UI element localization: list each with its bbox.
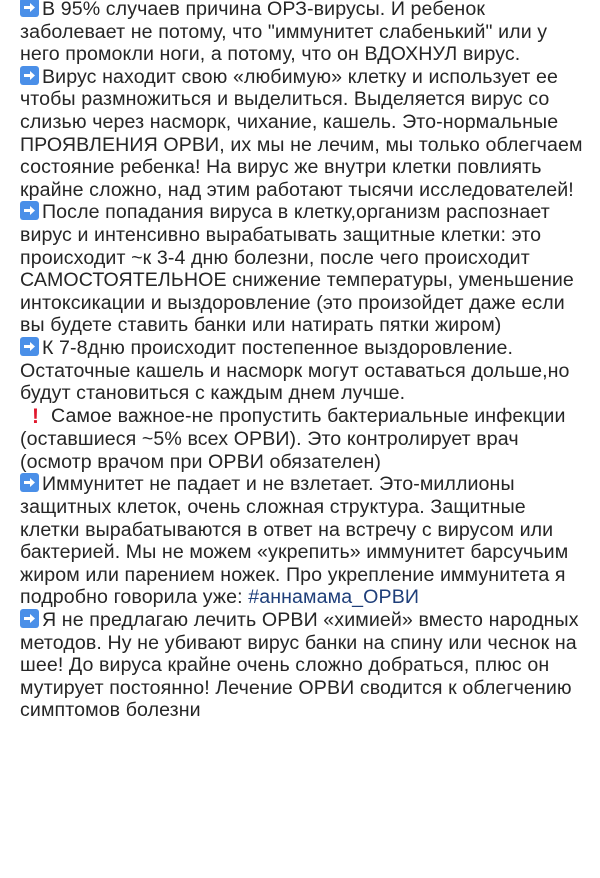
paragraph-4	[20, 337, 586, 405]
paragraph-5	[20, 405, 586, 474]
paragraph-3	[20, 201, 586, 337]
paragraph-6	[20, 473, 586, 609]
paragraph-text: Самое важное-не пропустить бактериальные инфекции (оставшиеся ~5% всех ОРВИ). Это контролирует врач (осмотр врачом при ОРВИ обязателен)	[20, 404, 566, 473]
paragraph-2	[20, 66, 586, 202]
exclamation-icon: !	[31, 404, 40, 428]
right-arrow-icon	[20, 0, 39, 17]
paragraph-7	[20, 609, 586, 722]
right-arrow-icon	[20, 201, 39, 220]
paragraph-text: К 7-8дню происходит постепенное выздоровление. Остаточные кашель и насморк могут оставаться дольше,но будут становиться с каждым днем лучше.	[20, 336, 570, 405]
right-arrow-icon	[20, 473, 39, 492]
paragraph-text: Я не предлагаю лечить ОРВИ «химией» вместо народных методов. Ну не убивают вирус банки на спину или чеснок на шее! До вируса крайне очень сложно добраться, плюс он мутирует постоянно! Лечение ОРВИ сводится к облегчению симптомов болезни	[20, 609, 579, 722]
paragraph-text: В 95% случаев причина ОРЗ-вирусы. И ребенок заболевает не потому, что "иммунитет слабенький" или у него промокли ноги, а потому, что он ВДОХНУЛ вирус.	[20, 0, 548, 66]
right-arrow-icon	[20, 609, 39, 628]
right-arrow-icon	[20, 337, 39, 356]
paragraph-text: Вирус находит свою «любимую» клетку и использует ее чтобы размножиться и выделиться. Выделяется вирус со слизью через насморк, чихание, кашель. Это-нормальные ПРОЯВЛЕНИЯ ОРВИ, их мы не лечим, мы только облегчаем состояние ребенка! На вирус же внутри клетки повлиять крайне сложно, над этим работают тысячи исследователей!	[20, 65, 583, 201]
paragraph-text: После попадания вируса в клетку,организм распознает вирус и интенсивно вырабатывать защитные клетки: это происходит ~к 3-4 дню болезни, после чего происходит САМОСТОЯТЕЛЬНОЕ снижение температуры, уменьшение интоксикации и выздоровление (это произойдет даже если вы будете ставить банки или натирать пятки жиром)	[20, 201, 574, 337]
hashtag-link[interactable]: #аннамама_ОРВИ	[248, 586, 420, 609]
post-caption	[20, 0, 586, 722]
paragraph-1	[20, 0, 586, 66]
right-arrow-icon	[20, 66, 39, 85]
paragraph-text: Иммунитет не падает и не взлетает. Это-миллионы защитных клеток, очень сложная структура. Защитные клетки вырабатываются в ответ на встречу с вирусом или бактерией. Мы не можем «укрепить» иммунитет барсучьим жиром или парением ножек. Про укрепление иммунитета я подробно говорила уже:	[20, 473, 569, 609]
